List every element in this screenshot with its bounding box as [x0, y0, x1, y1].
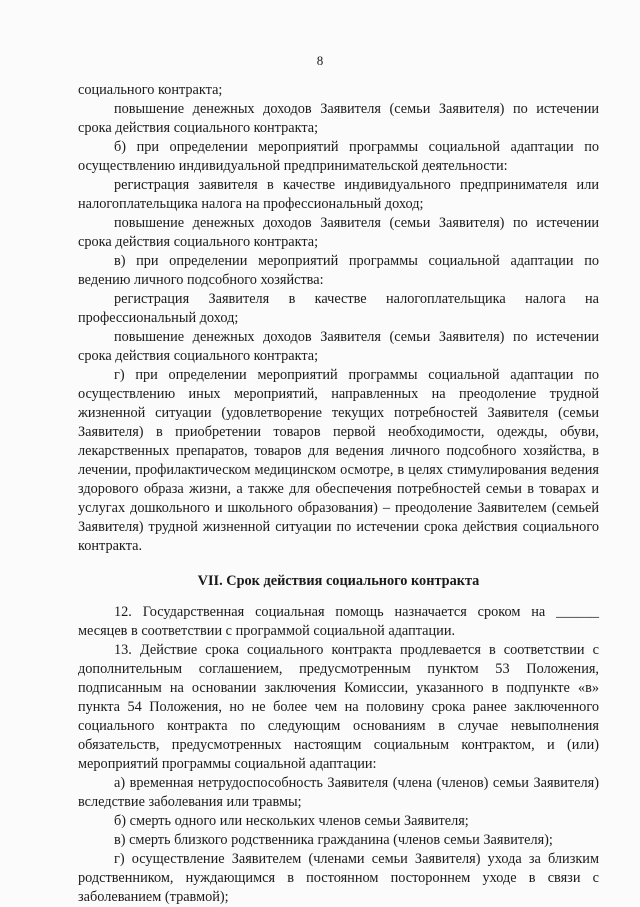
page-number: 8	[316, 53, 324, 68]
section-heading: VII. Срок действия социального контракта	[197, 573, 480, 589]
document-body	[78, 81, 599, 907]
paragraph: г) осуществление Заявителем (членами семьи Заявителя) ухода за близким родственником, нуждающимся в постоянном постороннем уходе в связи с заболеванием (травмой);	[78, 851, 599, 905]
section-vii-body	[78, 603, 599, 907]
paragraph: повышение денежных доходов Заявителя (семьи Заявителя) по истечении срока действия социального контракта;	[78, 101, 599, 136]
paragraph: в) смерть близкого родственника гражданина (членов семьи Заявителя);	[114, 832, 553, 848]
paragraph: в) при определении мероприятий программы социальной адаптации по ведению личного подсобного хозяйства:	[78, 253, 599, 288]
paragraph: регистрация заявителя в качестве индивидуального предпринимателя или налогоплательщика налога на профессиональный доход;	[78, 177, 599, 212]
paragraph: повышение денежных доходов Заявителя (семьи Заявителя) по истечении срока действия социального контракта;	[78, 329, 599, 364]
paragraph: 13. Действие срока социального контракта продлевается в соответствии с дополнительным соглашением, предусмотренным пунктом 53 Положения, подписанным на основании заключения Комиссии, указанного в подпункте «в» пункта 54 Положения, но не более чем на половину срока ранее заключенного социального контракта по следующим основаниям в случае невыполнения обязательств, предусмотренных настоящим социальным контрактом, и (или) мероприятий программы социальной адаптации:	[78, 642, 599, 772]
paragraph: повышение денежных доходов Заявителя (семьи Заявителя) по истечении срока действия социального контракта;	[78, 215, 599, 250]
paragraph: социального контракта;	[78, 82, 223, 98]
paragraph: б) при определении мероприятий программы социальной адаптации по осуществлению индивидуальной предпринимательской деятельности:	[78, 139, 599, 174]
paragraph: г) при определении мероприятий программы социальной адаптации по осуществлению иных мероприятий, направленных на преодоление трудной жизненной ситуации (удовлетворение текущих потребностей Заявителя (семьи Заявителя) в приобретении товаров первой необходимости, одежды, обуви, лекарственных препаратов, товаров для ведения личного подсобного хозяйства, в лечении, профилактическом медицинском осмотре, в целях стимулирования ведения здорового образа жизни, а также для обеспечения потребностей семьи в товарах и услугах дошкольного и школьного образования) – преодоление Заявителем (семьей Заявителя) трудной жизненной ситуации по истечении срока действия социального контракта.	[78, 367, 599, 554]
paragraph: регистрация Заявителя в качестве налогоплательщика налога на профессиональный доход;	[78, 291, 599, 326]
paragraph: б) смерть одного или нескольких членов семьи Заявителя;	[114, 813, 469, 829]
section-vi-continuation	[78, 81, 599, 556]
paragraph: а) временная нетрудоспособность Заявителя (члена (членов) семьи Заявителя) вследствие заболевания или травмы;	[78, 775, 599, 810]
paragraph: 12. Государственная социальная помощь назначается сроком на ______ месяцев в соответствии с программой социальной адаптации.	[78, 604, 599, 639]
